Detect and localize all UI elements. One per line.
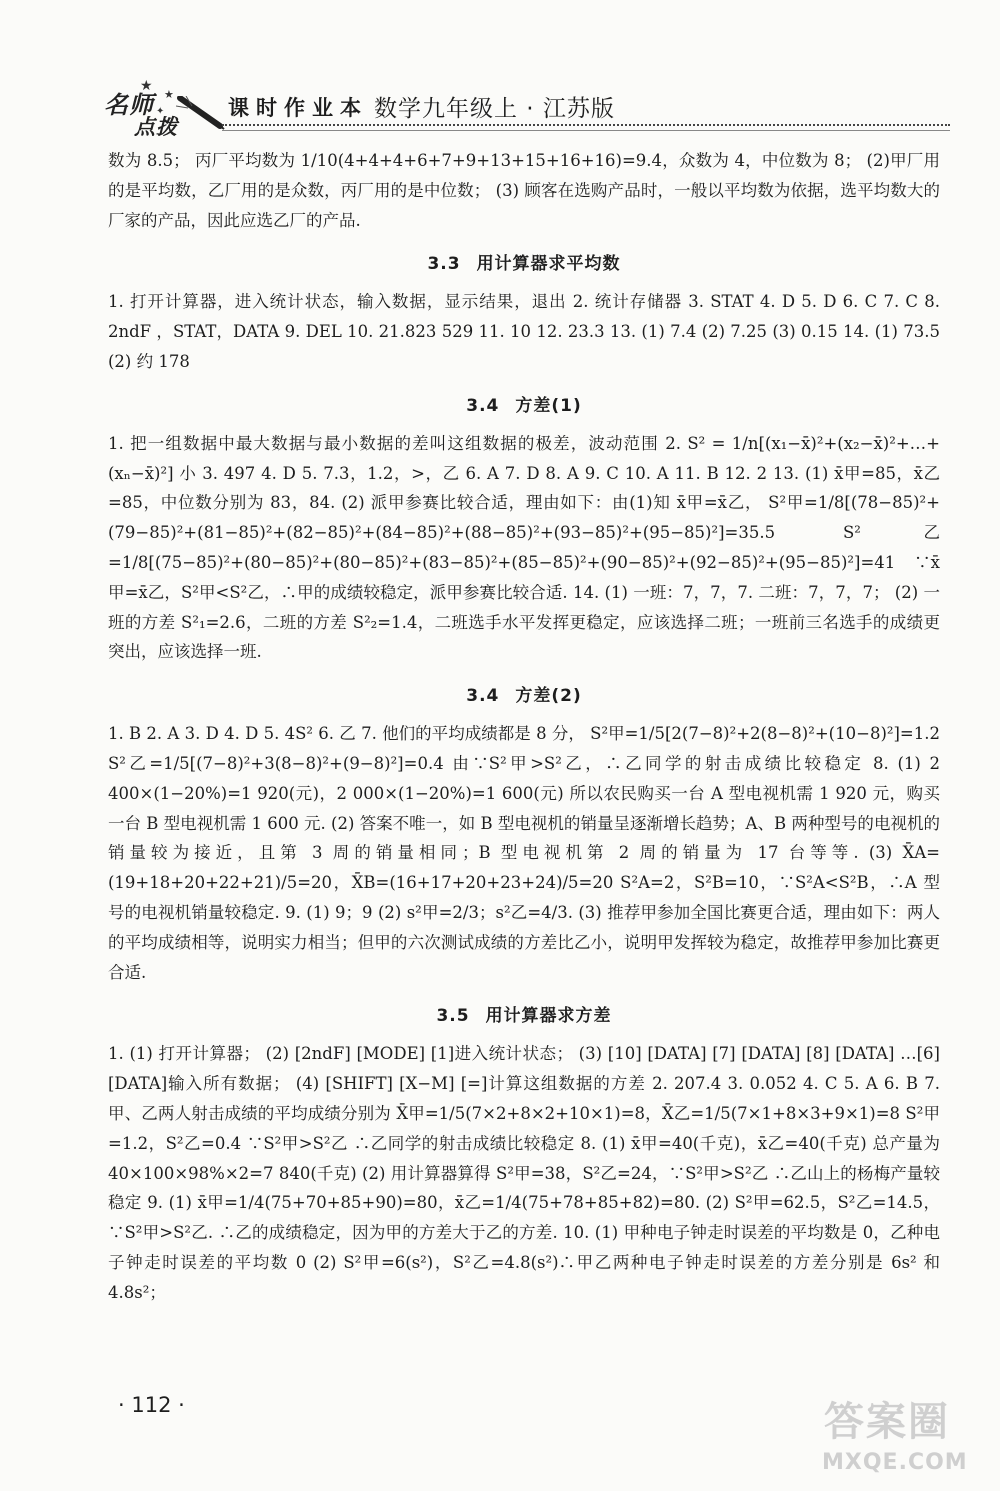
logo-line-2: 点拨 — [134, 114, 178, 139]
watermark-domain: MXQE.COM — [822, 1450, 968, 1475]
logo-line-1: 名师 — [104, 90, 154, 119]
section-title — [108, 1001, 940, 1026]
section-name: 方差(1) — [515, 395, 582, 416]
brand-logo — [100, 78, 218, 140]
section-paragraph: 1. B 2. A 3. D 4. D 5. 4S² 6. 乙 7. 他们的平均成绩都是 8 分， S²甲=1/5[2(7−8)²+2(8−8)²+(10−8)²]=1.2 S²乙=1/5[(7−8)²+3(8−8)²+(9−8)²]=0.4 由∵S²甲>S²乙，∴乙同学的射击成绩比较稳定 8. (1) 2 400×(1−20%)=1 920(元)，2 000×(1−20%)=1 600(元) 所以农民购买一台 A 型电视机需 1 920 元，购买一台 B 型电视机需 1 600 元. (2) 答案不唯一，如 B 型电视机的销量呈逐渐增长趋势；A、B 两种型号的电视机的销量较为接近，且第 3 周的销量相同；B 型电视机第 2 周的销量为 17 台等等. (3) X̄A=(19+18+20+22+21)/5=20，X̄B=(16+17+20+23+24)/5=20 S²A=2，S²B=10，∵S²A<S²B，∴A 型号的电视机销量较稳定. 9. (1) 9；9 (2) s²甲=2/3；s²乙=4/3. (3) 推荐甲参加全国比赛更合适，理由如下：两人的平均成绩相等，说明实力相当；但甲的六次测试成绩的方差比乙小，说明甲发挥较为稳定，故推荐甲参加比赛更合适. — [108, 724, 940, 982]
book-title: 数学九年级上 · 江苏版 — [374, 96, 615, 122]
section-name: 用计算器求方差 — [485, 1006, 612, 1027]
section-name: 方差(2) — [515, 686, 582, 707]
header-dotted-rule — [222, 124, 950, 126]
star-icon: ✦ — [156, 106, 165, 117]
pen-icon — [176, 96, 226, 130]
section-title — [108, 249, 940, 274]
header-rule — [222, 130, 950, 131]
watermark-title: 答案圈 — [824, 1399, 950, 1445]
star-icon: ★ — [140, 78, 153, 94]
section-number: 3.3 — [427, 254, 461, 275]
section-title — [108, 681, 940, 706]
section-name: 用计算器求平均数 — [476, 254, 621, 275]
section-number: 3.5 — [436, 1006, 470, 1027]
section-number: 3.4 — [466, 395, 500, 416]
section-paragraph: 1. 把一组数据中最大数据与最小数据的差叫这组数据的极差，波动范围 2. S² = 1/n[(x₁−x̄)²+(x₂−x̄)²+…+(xₙ−x̄)²] 小 3. 497 4. D 5. 7.3，1.2，>，乙 6. A 7. D 8. A 9. C 10. A 11. B 12. 2 13. (1) x̄甲=85，x̄乙=85，中位数分别为 83，84. (2) 派甲参赛比较合适，理由如下：由(1)知 x̄甲=x̄乙， S²甲=1/8[(78−85)²+(79−85)²+(81−85)²+(82−85)²+(84−85)²+(88−85)²+(93−85)²+(95−85)²]=35.5 S²乙=1/8[(75−85)²+(80−85)²+(80−85)²+(83−85)²+(85−85)²+(90−85)²+(92−85)²+(95−85)²]=41 ∵x̄甲=x̄乙，S²甲<S²乙，∴甲的成绩较稳定，派甲参赛比较合适. 14. (1) 一班：7，7，7. 二班：7，7，7； (2) 一班的方差 S²₁=2.6，二班的方差 S²₂=1.4，二班选手水平发挥更稳定，应该选择二班；一班前三名选手的成绩更突出，应该选择一班. — [108, 433, 940, 662]
section-number: 3.4 — [466, 686, 500, 707]
intro-paragraph: 数为 8.5； 丙厂平均数为 1/10(4+4+4+6+7+9+13+15+16+16)=9.4，众数为 4，中位数为 8； (2)甲厂用的是平均数，乙厂用的是众数，丙厂用的是中位数； (3) 顾客在选购产品时，一般以平均数为依据，选平均数大的厂家的产品，因此应选乙厂的产品. — [108, 151, 940, 230]
page-number: · 112 · — [118, 1393, 185, 1417]
section-paragraph: 1. (1) 打开计算器； (2) [2ndF] [MODE] [1]进入统计状态； (3) [10] [DATA] [7] [DATA] [8] [DATA] …[6] [DATA]输入所有数据； (4) [SHIFT] [X−M] [=]计算这组数据的方差 2. 207.4 3. 0.052 4. C 5. A 6. B 7. 甲、乙两人射击成绩的平均成绩分别为 X̄甲=1/5(7×2+8×2+10×1)=8，X̄乙=1/5(7×1+8×3+9×1)=8 S²甲=1.2，S²乙=0.4 ∵S²甲>S²乙 ∴乙同学的射击成绩比较稳定 8. (1) x̄甲=40(千克)，x̄乙=40(千克) 总产量为 40×100×98%×2=7 840(千克) (2) 用计算器算得 S²甲=38，S²乙=24，∵S²甲>S²乙 ∴乙山上的杨梅产量较稳定 9. (1) x̄甲=1/4(75+70+85+90)=80，x̄乙=1/4(75+78+85+82)=80. (2) S²甲=62.5，S²乙=14.5，∵S²甲>S²乙. ∴乙的成绩稳定，因为甲的方差大于乙的方差. 10. (1) 甲种电子钟走时误差的平均数是 0，乙种电子钟走时误差的平均数 0 (2) S²甲=6(s²)，S²乙=4.8(s²)∴甲乙两种电子钟走时误差的方差分别是 6s² 和 4.8s²； — [108, 1044, 940, 1302]
section-paragraph: 1. 打开计算器，进入统计状态，输入数据，显示结果，退出 2. 统计存储器 3. STAT 4. D 5. D 6. C 7. C 8. 2ndF ，STAT，DATA 9. DEL 10. 21.823 529 11. 10 12. 23.3 13. (1) 7.4 (2) 7.25 (3) 0.15 14. (1) 73.5 (2) 约 178 — [108, 292, 940, 371]
star-icon: ★ — [164, 88, 174, 101]
answer-content — [108, 146, 940, 1308]
watermark-logo — [818, 1390, 982, 1486]
section-title — [108, 391, 940, 416]
series-title: 课时作业本 — [228, 96, 368, 120]
